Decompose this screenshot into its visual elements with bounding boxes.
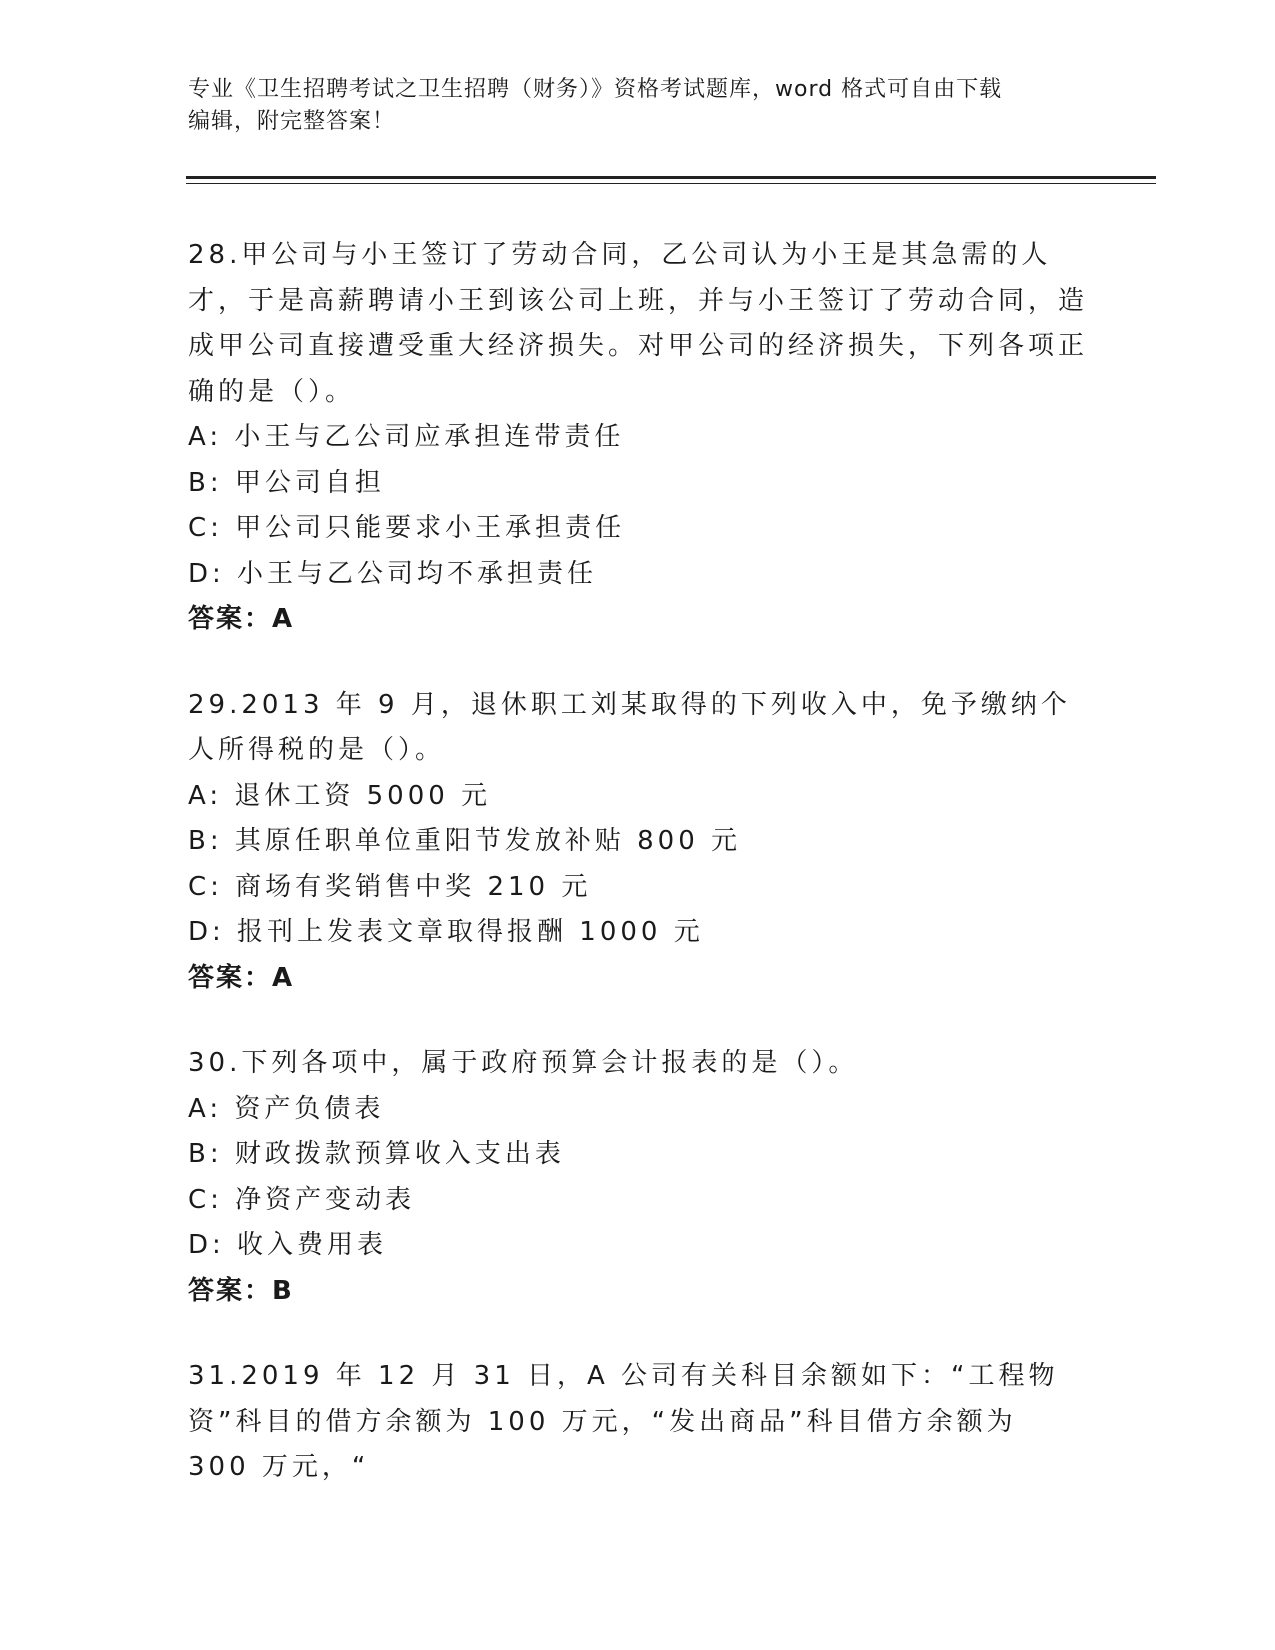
question-30 <box>188 1041 1088 1314</box>
option-b: B: 其原任职单位重阳节发放补贴 800 元 <box>188 826 742 856</box>
question-text: 30.下列各项中，属于政府预算会计报表的是（）。 <box>188 1048 859 1078</box>
option-d: D: 收入费用表 <box>188 1230 388 1260</box>
question-list <box>188 233 1088 1531</box>
question-29 <box>188 683 1088 1002</box>
option-a: A: 资产负债表 <box>188 1093 385 1124</box>
question-28 <box>188 233 1088 643</box>
option-b: B: 财政拨款预算收入支出表 <box>188 1139 565 1169</box>
option-d: D: 报刊上发表文章取得报酬 1000 元 <box>188 917 704 947</box>
question-text: 29.2013 年 9 月，退休职工刘某取得的下列收入中，免予缴纳个人所得税的是（）。 <box>188 689 1071 765</box>
option-a: A: 退休工资 5000 元 <box>188 780 492 811</box>
question-text: 28.甲公司与小王签订了劳动合同，乙公司认为小王是其急需的人才，于是高薪聘请小王到该公司上班，并与小王签订了劳动合同，造成甲公司直接遭受重大经济损失。对甲公司的经济损失，下列各项正确的是（）。 <box>188 240 1089 407</box>
header-divider-thick <box>186 176 1156 179</box>
header-line-2: 编辑，附完整答案！ <box>188 109 396 134</box>
answer: 答案：B <box>188 1275 294 1306</box>
option-d: D: 小王与乙公司均不承担责任 <box>188 558 598 589</box>
option-c: C: 甲公司只能要求小王承担责任 <box>188 513 626 543</box>
answer: 答案：A <box>188 962 295 993</box>
option-a: A: 小王与乙公司应承担连带责任 <box>188 422 625 452</box>
question-31 <box>188 1354 1088 1491</box>
option-c: C: 净资产变动表 <box>188 1184 416 1215</box>
question-text: 31.2019 年 12 月 31 日，A 公司有关科目余额如下：“工程物资”科目的借方余额为 100 万元，“发出商品”科目借方余额为 300 万元，“ <box>188 1361 1059 1482</box>
document-header <box>188 74 1088 138</box>
header-line-1: 专业《卫生招聘考试之卫生招聘（财务）》资格考试题库，word 格式可自由下载 <box>188 77 1003 102</box>
option-b: B: 甲公司自担 <box>188 467 385 498</box>
header-divider-thin <box>186 183 1156 184</box>
option-c: C: 商场有奖销售中奖 210 元 <box>188 871 592 902</box>
answer: 答案：A <box>188 604 295 634</box>
